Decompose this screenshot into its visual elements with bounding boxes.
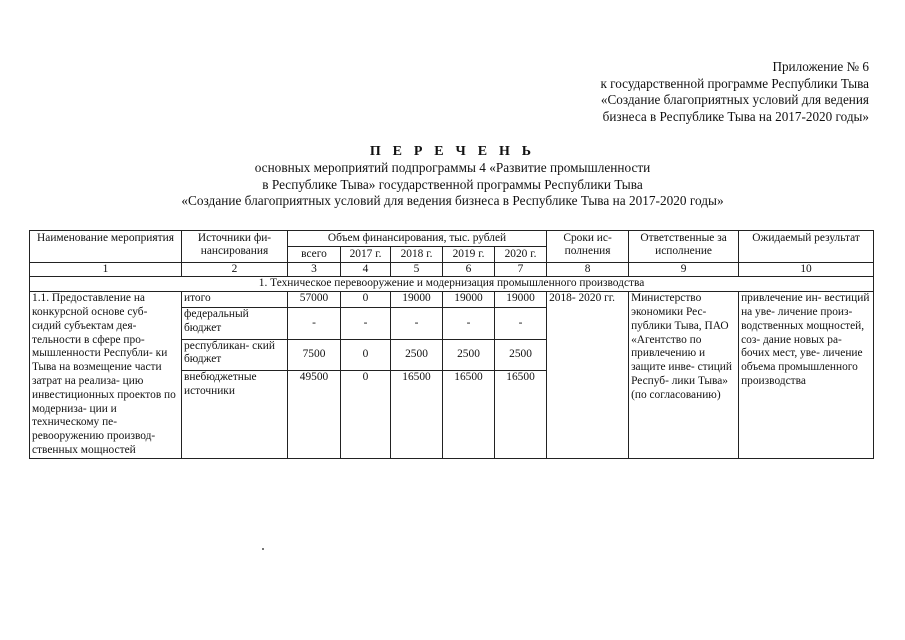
y2020-cell: 16500	[495, 370, 547, 458]
y2018-cell: 2500	[391, 339, 443, 370]
y2018-cell: -	[391, 308, 443, 339]
appendix-line-2: к государственной программе Республики Тыва	[600, 75, 869, 91]
col-number: 9	[629, 262, 739, 277]
header-row-1	[30, 231, 874, 247]
measures-table	[29, 230, 874, 459]
column-number-row	[30, 262, 874, 277]
header-2017: 2017 г.	[341, 246, 391, 262]
header-total: всего	[288, 246, 341, 262]
source-cell: республикан- ский бюджет	[182, 339, 288, 370]
header-name: Наименование мероприятия	[30, 231, 182, 263]
section-title: 1. Техническое перевооружение и модернизация промышленного производства	[30, 277, 874, 292]
terms-cell: 2018- 2020 гг.	[547, 292, 629, 459]
y2020-cell: 2500	[495, 339, 547, 370]
header-terms: Сроки ис- полнения	[547, 231, 629, 263]
col-number: 8	[547, 262, 629, 277]
source-cell: итого	[182, 292, 288, 308]
y2017-cell: 0	[341, 292, 391, 308]
y2020-cell: -	[495, 308, 547, 339]
title-line-1: основных мероприятий подпрограммы 4 «Развитие промышленности	[254, 160, 651, 175]
col-number: 3	[288, 262, 341, 277]
y2017-cell: -	[341, 308, 391, 339]
y2019-cell: 19000	[443, 292, 495, 308]
document-title	[0, 143, 905, 210]
header-funding: Объем финансирования, тыс. рублей	[288, 231, 547, 247]
header-2020: 2020 г.	[495, 246, 547, 262]
source-cell: внебюджетные источники	[182, 370, 288, 458]
col-number: 4	[341, 262, 391, 277]
y2018-cell: 16500	[391, 370, 443, 458]
total-cell: -	[288, 308, 341, 339]
y2017-cell: 0	[341, 339, 391, 370]
col-number: 2	[182, 262, 288, 277]
appendix-line-4: бизнеса в Республике Тыва на 2017-2020 годы»	[602, 108, 869, 124]
section-row	[30, 277, 874, 292]
col-number: 5	[391, 262, 443, 277]
col-number: 6	[443, 262, 495, 277]
y2018-cell: 19000	[391, 292, 443, 308]
y2019-cell: -	[443, 308, 495, 339]
y2020-cell: 19000	[495, 292, 547, 308]
header-responsible: Ответственные за исполнение	[629, 231, 739, 263]
total-cell: 57000	[288, 292, 341, 308]
appendix-line-1: Приложение № 6	[772, 59, 869, 74]
title-heading: П Е Р Е Ч Е Н Ь	[369, 144, 536, 159]
col-number: 7	[495, 262, 547, 277]
header-sources: Источники фи- нансирования	[182, 231, 288, 263]
y2019-cell: 2500	[443, 339, 495, 370]
appendix-note	[600, 59, 869, 125]
scan-speck	[262, 548, 264, 550]
result-cell: привлечение ин- вестиций на уве- личение произ- водственных мощностей, соз- дание новых ра- бочих мест, уве- личение объема промышленного производства	[739, 292, 874, 459]
total-cell: 49500	[288, 370, 341, 458]
title-line-3: «Создание благоприятных условий для ведения бизнеса в Республике Тыва на 2017-2020 годы»	[181, 193, 724, 209]
header-2018: 2018 г.	[391, 246, 443, 262]
header-2019: 2019 г.	[443, 246, 495, 262]
col-number: 1	[30, 262, 182, 277]
table-row	[30, 292, 874, 308]
y2017-cell: 0	[341, 370, 391, 458]
header-result: Ожидаемый результат	[739, 231, 874, 263]
total-cell: 7500	[288, 339, 341, 370]
appendix-line-3: «Создание благоприятных условий для ведения	[600, 92, 869, 108]
y2019-cell: 16500	[443, 370, 495, 458]
title-line-2: в Республике Тыва» государственной программы Республики Тыва	[262, 176, 643, 192]
col-number: 10	[739, 262, 874, 277]
responsible-cell: Министерство экономики Рес- публики Тыва, ПАО «Агентство по привлечению и защите инве- стиций Респуб- лики Тыва» (по согласованию)	[629, 292, 739, 459]
source-cell: федеральный бюджет	[182, 308, 288, 339]
measure-name: 1.1. Предоставление на конкурсной основе суб- сидий субъектам дея- тельности в сфере про- мышленности Республи- ки Тыва на возмещение части затрат на реализа- цию инвестиционных проектов по модерниза- ции и техническому пе- ревооружению производ- ственных мощностей	[30, 292, 182, 459]
